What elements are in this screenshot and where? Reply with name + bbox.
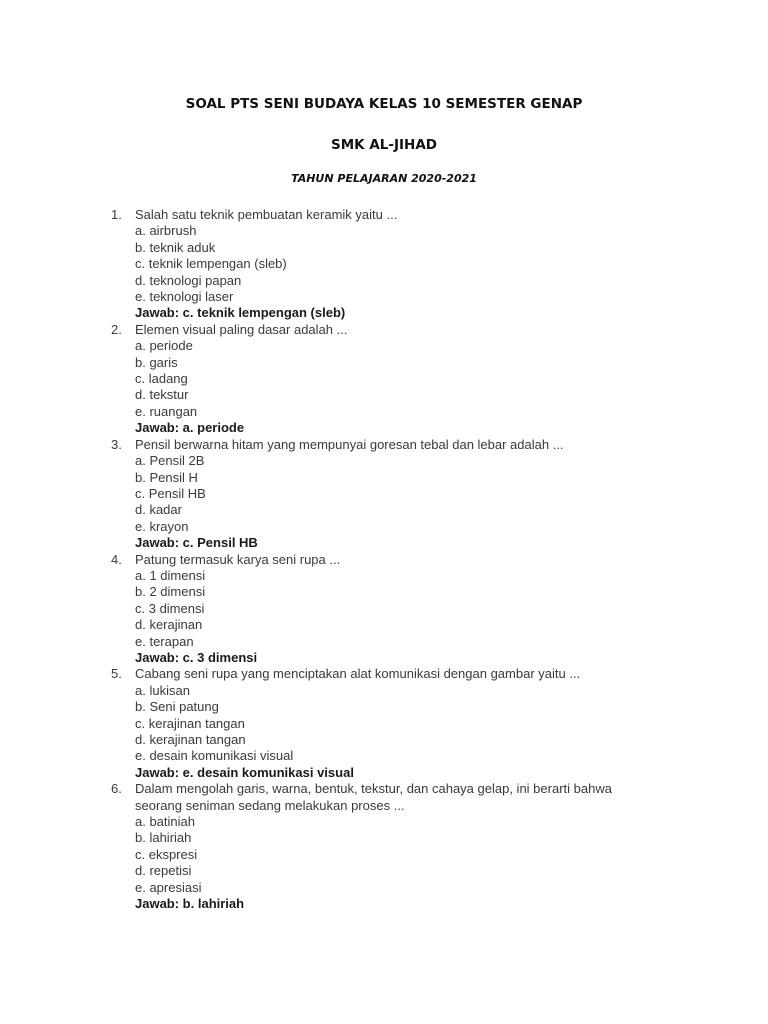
option: d. kerajinan xyxy=(135,617,203,633)
option: a. batiniah xyxy=(135,814,195,830)
question-number: 6. xyxy=(111,781,122,797)
answer: Jawab: c. teknik lempengan (sleb) xyxy=(135,305,346,321)
option: e. apresiasi xyxy=(135,879,202,895)
question-list xyxy=(111,207,671,912)
option: b. Pensil H xyxy=(135,469,198,485)
question-number: 5. xyxy=(111,666,122,682)
option: a. periode xyxy=(135,338,193,354)
option: d. tekstur xyxy=(135,387,189,403)
option: e. desain komunikasi visual xyxy=(135,748,294,764)
option: b. lahiriah xyxy=(135,830,192,846)
question-item xyxy=(111,552,671,667)
option: c. teknik lempengan (sleb) xyxy=(135,256,287,272)
option: e. terapan xyxy=(135,633,194,649)
school-name: SMK AL-JIHAD xyxy=(331,137,437,153)
question-text-continued: seorang seniman sedang melakukan proses ... xyxy=(135,797,405,813)
question-number: 2. xyxy=(111,321,122,337)
answer: Jawab: a. periode xyxy=(135,420,245,436)
option: e. krayon xyxy=(135,518,189,534)
question-text: Patung termasuk karya seni rupa ... xyxy=(135,551,341,567)
option: a. airbrush xyxy=(135,223,197,239)
question-number: 3. xyxy=(111,436,122,452)
option: b. garis xyxy=(135,354,178,370)
option: a. lukisan xyxy=(135,682,190,698)
document-title: SOAL PTS SENI BUDAYA KELAS 10 SEMESTER GENAP xyxy=(185,96,583,112)
option: c. 3 dimensi xyxy=(135,600,205,616)
option: a. 1 dimensi xyxy=(135,567,206,583)
option: b. Seni patung xyxy=(135,699,219,715)
option: b. 2 dimensi xyxy=(135,584,206,600)
question-number: 1. xyxy=(111,207,122,222)
question-item xyxy=(111,781,671,912)
question-number: 4. xyxy=(111,551,122,567)
option: d. repetisi xyxy=(135,863,192,879)
answer: Jawab: e. desain komunikasi visual xyxy=(135,764,354,780)
question-item xyxy=(111,437,671,552)
answer: Jawab: c. 3 dimensi xyxy=(135,649,258,665)
option: e. teknologi laser xyxy=(135,289,234,305)
question-item xyxy=(111,322,671,437)
option: d. kerajinan tangan xyxy=(135,732,246,747)
option: c. kerajinan tangan xyxy=(135,715,245,731)
question-text: Cabang seni rupa yang menciptakan alat komunikasi dengan gambar yaitu ... xyxy=(135,666,581,682)
option: c. ladang xyxy=(135,371,188,387)
option: d. teknologi papan xyxy=(135,272,242,288)
academic-year: TAHUN PELAJARAN 2020-2021 xyxy=(291,172,477,185)
question-text: Dalam mengolah garis, warna, bentuk, tekstur, dan cahaya gelap, ini berarti bahwa xyxy=(135,781,612,797)
option: d. kadar xyxy=(135,502,182,518)
option: e. ruangan xyxy=(135,403,198,419)
option: a. Pensil 2B xyxy=(135,453,205,469)
option: c. ekspresi xyxy=(135,846,198,862)
answer: Jawab: b. lahiriah xyxy=(135,896,245,912)
question-item xyxy=(111,207,671,322)
option: b. teknik aduk xyxy=(135,239,216,255)
question-item xyxy=(111,666,671,781)
option: c. Pensil HB xyxy=(135,485,206,501)
answer: Jawab: c. Pensil HB xyxy=(135,535,258,551)
question-text: Salah satu teknik pembuatan keramik yaitu ... xyxy=(135,207,398,222)
question-text: Elemen visual paling dasar adalah ... xyxy=(135,321,348,337)
question-text: Pensil berwarna hitam yang mempunyai goresan tebal dan lebar adalah ... xyxy=(135,436,564,452)
